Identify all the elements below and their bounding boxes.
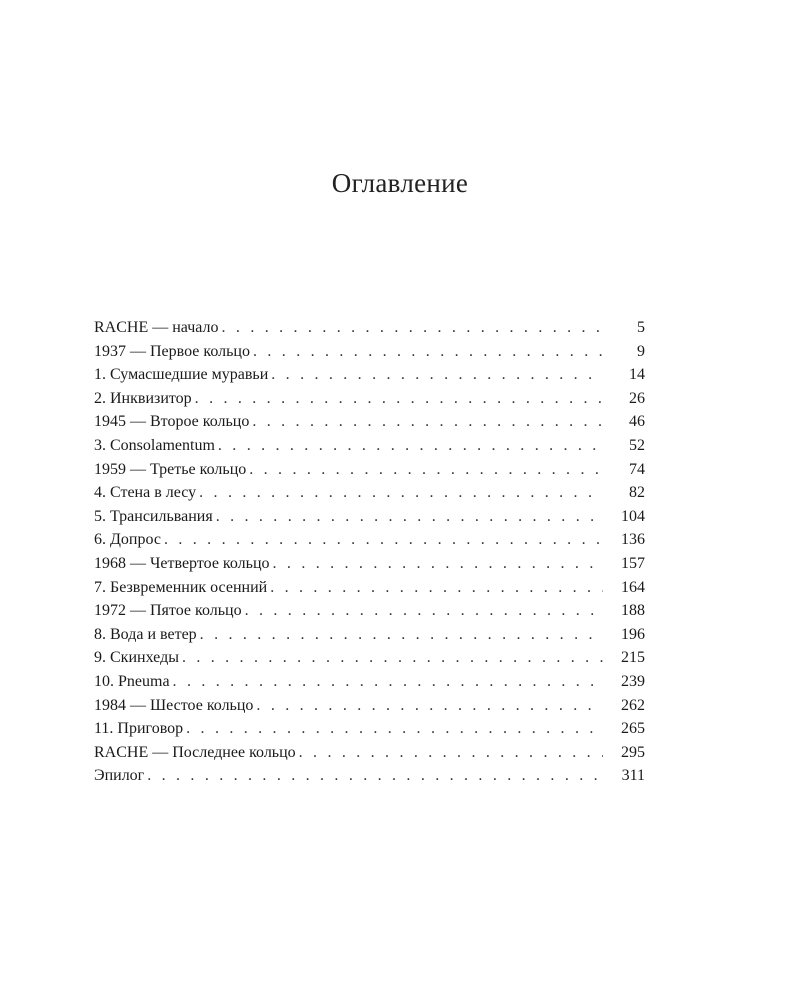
toc-entry — [94, 434, 645, 458]
toc-entry-title: 1959 — Третье кольцо — [94, 460, 247, 478]
toc-entry — [94, 505, 645, 529]
leader-dots — [173, 670, 603, 694]
leader-dots — [253, 340, 603, 364]
toc-entry-page: 265 — [621, 720, 645, 738]
toc-entry-title: 1984 — Шестое кольцо — [94, 696, 254, 714]
toc-entry-title: 3. Consolamentum — [94, 436, 215, 454]
toc-entry — [94, 694, 645, 718]
leader-dots — [195, 387, 603, 411]
toc-entry — [94, 741, 645, 765]
toc-entry-page: 157 — [621, 554, 645, 572]
toc-entry-title: 1945 — Второе кольцо — [94, 413, 250, 431]
leader-dots — [299, 741, 603, 765]
toc-entry-page: 46 — [629, 413, 645, 431]
leader-dots — [218, 434, 603, 458]
leader-dots — [164, 528, 603, 552]
toc-entry-page: 196 — [621, 625, 645, 643]
leader-dots — [222, 316, 603, 340]
toc-entry — [94, 387, 645, 411]
toc-entry — [94, 528, 645, 552]
toc-entry-page: 188 — [621, 602, 645, 620]
toc-entry-page: 52 — [629, 436, 645, 454]
leader-dots — [200, 623, 603, 647]
toc-entry-page: 14 — [629, 366, 645, 384]
leader-dots — [273, 552, 603, 576]
toc-entry — [94, 576, 645, 600]
toc-entry — [94, 410, 645, 434]
toc-entry — [94, 717, 645, 741]
toc-entry — [94, 363, 645, 387]
toc-entry-title: RACHE — Последнее кольцо — [94, 743, 296, 761]
toc-entry-title: 9. Скинхеды — [94, 649, 179, 667]
leader-dots — [147, 764, 603, 788]
toc-entry-page: 74 — [629, 460, 645, 478]
toc-entry — [94, 599, 645, 623]
toc-entry-title: 8. Вода и ветер — [94, 625, 197, 643]
toc-entry — [94, 340, 645, 364]
leader-dots — [252, 410, 603, 434]
toc-entry-page: 215 — [621, 649, 645, 667]
toc-entry-page: 5 — [637, 319, 645, 336]
toc-entry-page: 262 — [621, 696, 645, 714]
toc-entry-title: 5. Трансильвания — [94, 507, 213, 525]
leader-dots — [186, 717, 603, 741]
toc-entry-page: 164 — [621, 578, 645, 596]
leader-dots — [216, 505, 603, 529]
toc-entry-title: 11. Приговор — [94, 720, 184, 738]
toc-entry-title: RACHE — начало — [94, 319, 219, 336]
leader-dots — [256, 694, 603, 718]
toc-entry — [94, 481, 645, 505]
leader-dots — [199, 481, 603, 505]
toc-entry — [94, 552, 645, 576]
toc-entry-title: 4. Стена в лесу — [94, 484, 197, 502]
toc-entry-page: 104 — [621, 507, 645, 525]
toc-entry — [94, 670, 645, 694]
toc-entry-page: 295 — [621, 743, 645, 761]
toc-entry-page: 136 — [621, 531, 645, 549]
toc-entry-title: 1972 — Пятое кольцо — [94, 602, 242, 620]
toc-entry-page: 9 — [637, 342, 645, 360]
leader-dots — [271, 363, 603, 387]
toc-entry — [94, 646, 645, 670]
toc-entry — [94, 764, 645, 788]
toc-entry — [94, 458, 645, 482]
toc-entry-title: 10. Pneuma — [94, 672, 170, 690]
toc-entry-title: 6. Допрос — [94, 531, 161, 549]
toc-entry-title: 1937 — Первое кольцо — [94, 342, 250, 360]
table-of-contents — [94, 316, 645, 788]
toc-entry-title: 7. Безвременник осенний — [94, 578, 268, 596]
toc-entry — [94, 316, 645, 340]
toc-entry-title: 1. Сумасшедшие муравьи — [94, 366, 269, 384]
toc-entry-title: Эпилог — [94, 767, 145, 785]
toc-entry-page: 82 — [629, 484, 645, 502]
page-title: Оглавление — [331, 168, 469, 198]
leader-dots — [182, 646, 603, 670]
leader-dots — [245, 599, 603, 623]
toc-entry-page: 311 — [621, 767, 645, 785]
leader-dots — [270, 576, 603, 600]
toc-entry-page: 26 — [629, 389, 645, 407]
toc-entry-title: 1968 — Четвертое кольцо — [94, 554, 270, 572]
leader-dots — [249, 458, 603, 482]
toc-entry-title: 2. Инквизитор — [94, 389, 192, 407]
toc-entry-page: 239 — [621, 672, 645, 690]
toc-entry — [94, 623, 645, 647]
